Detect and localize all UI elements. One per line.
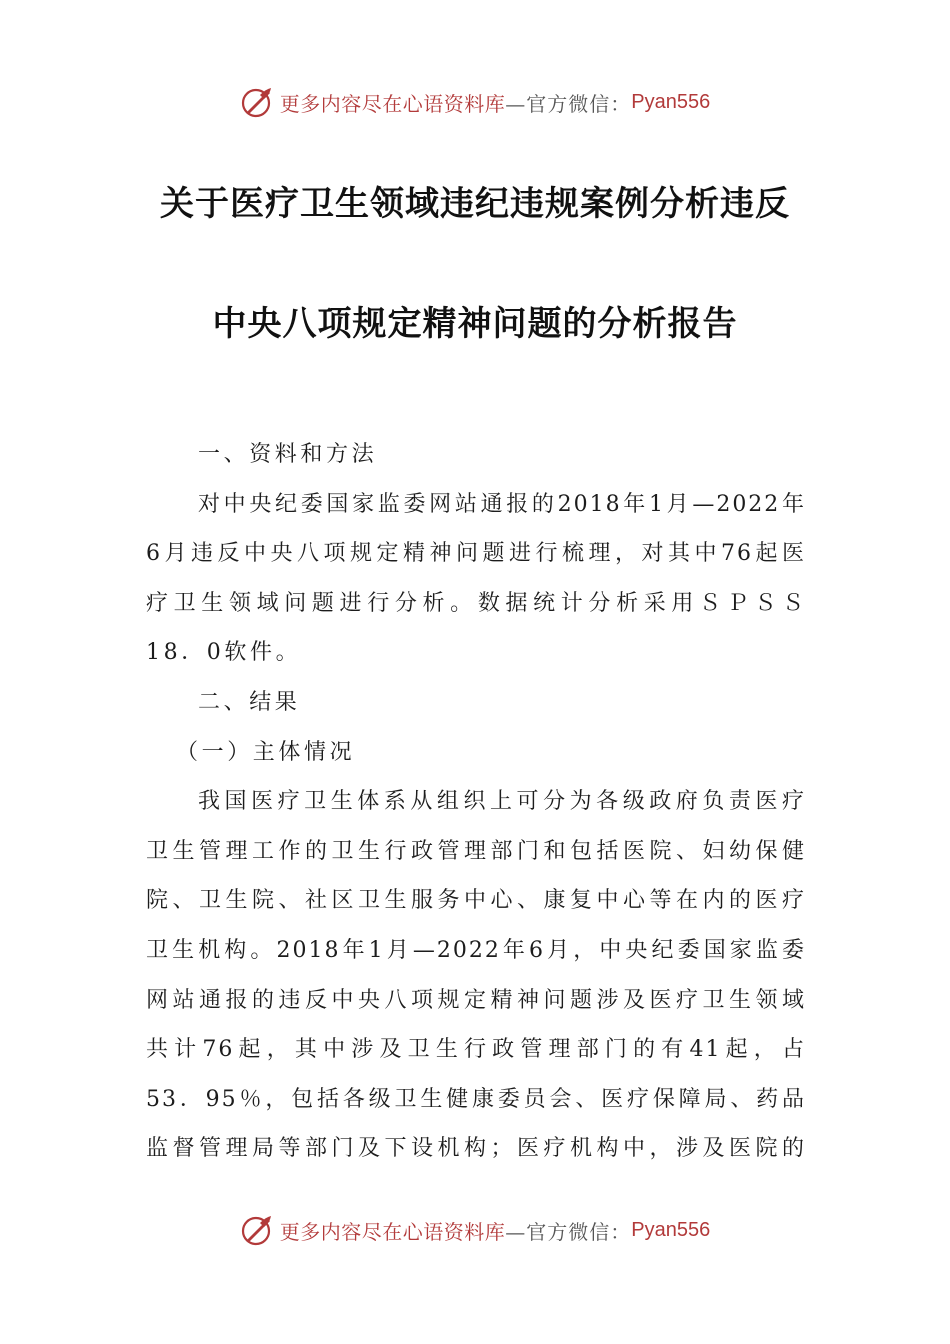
quill-pen-logo-icon [240, 85, 274, 119]
banner-tail: —官方微信： [505, 91, 632, 116]
paragraph-line: 对中央纪委国家监委网站通报的2018年1月—2022年 [198, 491, 806, 517]
paragraph-line: 我国医疗卫生体系从组织上可分为各级政府负责医疗 [198, 789, 806, 815]
paragraph-line: 卫生机构。2018年1月—2022年6月，中央纪委国家监委 [146, 937, 806, 963]
section-heading: 一、资料和方法 [198, 442, 378, 467]
banner-tail: —官方微信： [505, 1219, 632, 1244]
document-body [146, 430, 806, 1174]
paragraph-line: 53．95％，包括各级卫生健康委员会、医疗保障局、药品 [146, 1086, 806, 1112]
paragraph-line: 6月违反中央八项规定精神问题进行梳理，对其中76起医 [146, 541, 806, 567]
banner-text: 更多内容尽在心语资料库 [279, 1219, 506, 1244]
paragraph-line: 共计76起，其中涉及卫生行政管理部门的有41起，占 [146, 1037, 806, 1063]
document-title-line-1: 关于医疗卫生领域违纪违规案例分析违反 [160, 184, 790, 224]
header-banner [0, 80, 950, 124]
paragraph-line: 卫生管理工作的卫生行政管理部门和包括医院、妇幼保健 [146, 838, 806, 864]
quill-pen-logo-icon [240, 1213, 274, 1247]
paragraph-line: 院、卫生院、社区卫生服务中心、康复中心等在内的医疗 [146, 888, 806, 914]
paragraph-line: 18．0软件。 [146, 640, 302, 666]
section-heading: 二、结果 [198, 689, 301, 715]
paragraph-line: 监督管理局等部门及下设机构；医疗机构中，涉及医院的 [146, 1136, 806, 1162]
paragraph-line: 网站通报的违反中央八项规定精神问题涉及医疗卫生领域 [146, 987, 806, 1013]
banner-wechat-id: Pyan556 [631, 1218, 711, 1241]
document-title-line-2: 中央八项规定精神问题的分析报告 [212, 304, 738, 344]
paragraph-line: 疗卫生领域问题进行分析。数据统计分析采用ＳＰＳＳ [146, 590, 806, 616]
footer-banner [0, 1208, 950, 1252]
banner-text: 更多内容尽在心语资料库 [279, 91, 506, 116]
banner-wechat-id: Pyan556 [631, 90, 711, 113]
subsection-heading: （一）主体情况 [176, 739, 356, 765]
